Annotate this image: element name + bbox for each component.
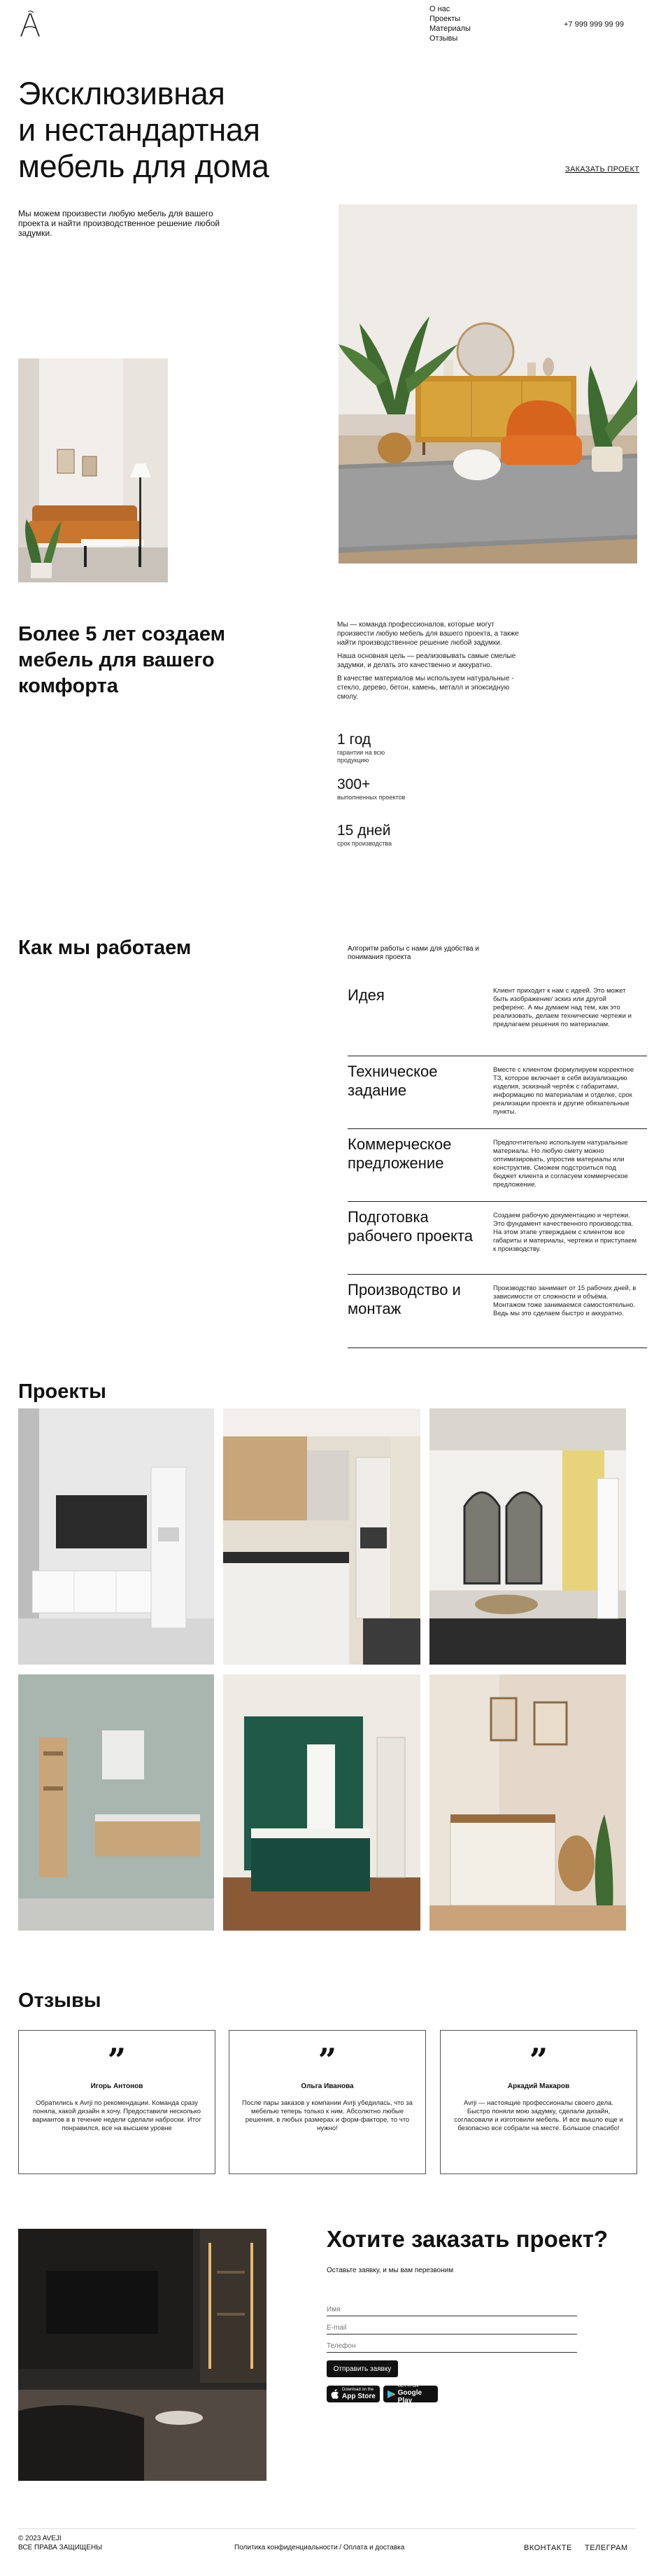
review-author: Аркадий Макаров [507, 2082, 570, 2090]
nav-item-reviews[interactable]: Отзывы [429, 34, 458, 43]
review-text: Обратились к Avrji по рекомендации. Команда сразу поняла, какой дизайн я хочу. Предоставили несколько вариантов в в течение недели сделали наброски. Итог понравился, все на высшем уровне [32, 2099, 201, 2132]
nav-item-projects[interactable]: Проекты [429, 15, 461, 23]
google-play-small: GET IT ON [397, 2384, 419, 2388]
app-store-button[interactable] [327, 2386, 380, 2402]
name-input[interactable] [327, 2306, 577, 2316]
submit-request-button[interactable]: Отправить заявку [327, 2360, 398, 2377]
main-nav [429, 4, 471, 43]
how-we-work-title: Как мы работаем [18, 937, 192, 959]
step-tech-spec [348, 1056, 647, 1128]
google-play-icon [388, 2390, 395, 2399]
step-name: Подготовка рабочего проекта [348, 1208, 473, 1245]
telegram-link[interactable]: ТЕЛЕГРАМ [585, 2544, 628, 2552]
hero-photo-living-room [339, 204, 637, 564]
project-card-kitchen[interactable] [223, 1408, 420, 1665]
step-desc: Предпочтительно используем натуральные материалы. Но любую смету можно оптимизировать, упростив материалы или конструктив. Сможем подстроиться под бюджет клиента и согласуем коммерческое предложение. [493, 1139, 628, 1189]
nav-item-about[interactable]: О нас [429, 5, 450, 13]
how-we-work-subtitle: Алгоритм работы с нами для удобства и понимания проекта [348, 945, 479, 961]
footer-copyright [18, 2534, 102, 2552]
about-title: Более 5 лет создаем мебель для вашего комфорта [18, 623, 226, 697]
reviews-title: Отзывы [18, 1989, 101, 2012]
about-paragraph: В качестве материалов мы используем натуральные - стекло, дерево, бетон, камень, металл и эпоксидную смолу. [337, 675, 514, 701]
step-production [348, 1274, 647, 1348]
step-desc: Производство занимает от 15 рабочих дней, в зависимости от сложности и объёма. Монтажом тоже занимаемся самостоятельно. Ведь мы это сделаем быстро и аккуратно. [493, 1284, 637, 1317]
review-author: Игорь Антонов [90, 2082, 143, 2090]
projects-title: Проекты [18, 1380, 106, 1403]
project-card-green-bedroom[interactable] [223, 1674, 420, 1931]
app-store-large: App Store [342, 2393, 376, 2400]
step-idea [348, 986, 647, 1056]
policy-link[interactable]: Политика конфиденциальности / Оплата и доставка [234, 2544, 405, 2552]
quote-icon: ” [318, 2041, 337, 2079]
order-photo-dark-interior [18, 2229, 266, 2481]
project-card-bathroom[interactable] [18, 1674, 214, 1931]
step-name: Идея [348, 986, 385, 1004]
app-store-small: Download on the [342, 2388, 374, 2392]
project-card-living-room-tv[interactable] [18, 1408, 214, 1665]
stat-projects [337, 776, 414, 802]
stat-label: срок производства [337, 840, 392, 847]
vk-link[interactable]: ВКОНТАКТЕ [524, 2544, 572, 2552]
step-desc: Создаем рабочую документацию и чертежи. Это фундамент качественного производства. На этом этапе утверждаем с клиентом все габариты и материалы, чертежи и приступаем к производству. [493, 1212, 637, 1253]
footer-divider [18, 2528, 636, 2529]
quote-icon: ” [107, 2041, 127, 2079]
review-text: После пары заказов у компании Avrji убедилась, что за мебелью теперь только к ним. Абсолютно любые решения, в любых размерах и форм-факторе, то что нужно! [242, 2099, 413, 2132]
nav-item-materials[interactable]: Материалы [429, 24, 471, 33]
hero-subtitle: Мы можем произвести любую мебель для вашего проекта и найти производственное решение любой задумки. [18, 209, 220, 238]
step-desc: Вместе с клиентом формулируем корректное ТЗ, которое включает в себя визуализацию изделия, эскизный чертёж с габаритами, информацию по материалам и отделке, срок реализации проекта и другие обязательные пункты. [493, 1066, 634, 1116]
review-author: Ольга Иванова [301, 2082, 354, 2090]
review-card [18, 2030, 215, 2174]
stat-value: 1 год [337, 732, 371, 748]
stat-value: 15 дней [337, 822, 391, 839]
about-paragraph: Мы — команда профессионалов, которые могут произвести любую мебель для вашего проекта, а также найти производственное решение любой задумки. [337, 621, 519, 647]
rights-text: ВСЕ ПРАВА ЗАЩИЩЕНЫ [18, 2544, 103, 2552]
google-play-large: Google Play [397, 2388, 422, 2404]
stat-warranty [337, 731, 414, 764]
copyright-text: © 2023 AVEJI [18, 2535, 62, 2542]
stat-value: 300+ [337, 776, 371, 792]
hero-title-line: и нестандартная [18, 112, 260, 148]
stat-label: гарантии на всю продукцию [337, 749, 385, 764]
step-name: Производство и монтаж [348, 1281, 461, 1317]
stat-label: выполненных проектов [337, 794, 406, 801]
review-card [229, 2030, 426, 2174]
about-text [337, 620, 526, 706]
step-commercial-offer [348, 1128, 647, 1201]
hero-title [18, 76, 340, 185]
google-play-button[interactable] [383, 2386, 438, 2402]
project-card-arched-windows[interactable] [429, 1408, 626, 1665]
hero-photo-small [18, 358, 168, 582]
logo-mark-icon [18, 10, 42, 39]
order-project-link[interactable]: ЗАКАЗАТЬ ПРОЕКТ [565, 165, 640, 174]
step-desc: Клиент приходит к нам с идеей. Это может быть изображение/ эскиз или другой референс. А мы думаем над тем, как это реализовать, делаем технические чертежи и предлагаем решения по материалам. [493, 987, 632, 1028]
step-name: Техническое задание [348, 1063, 438, 1099]
review-card [440, 2030, 637, 2174]
about-paragraph: Наша основная цель — реализовывать самые смелые задумки, и делать это качественно и аккуратно. [337, 652, 516, 669]
review-text: Avrji — настоящие профессионалы своего дела. Быстро поняли мою задумку, сделали дизайн, согласовали и изготовили мебель. И все вышло еще и безопасно все собрали на месте. Большое спасибо! [454, 2099, 623, 2132]
email-input[interactable] [327, 2324, 577, 2334]
quote-icon: ” [529, 2041, 548, 2079]
step-working-project [348, 1201, 647, 1274]
apple-icon [331, 2389, 339, 2399]
logo[interactable] [18, 10, 42, 39]
phone-input[interactable] [327, 2342, 577, 2353]
order-subtitle: Оставьте заявку, и мы вам перезвоним [327, 2267, 454, 2274]
hero-title-line: мебель для дома [18, 148, 269, 184]
phone-number[interactable]: +7 999 999 99 99 [564, 20, 624, 29]
step-name: Коммерческое предложение [348, 1135, 452, 1172]
stat-production-time [337, 822, 414, 848]
order-title: Хотите заказать проект? [327, 2226, 609, 2252]
hero-title-line: Эксклюзивная [18, 76, 225, 111]
project-card-dresser-corner[interactable] [429, 1674, 626, 1931]
